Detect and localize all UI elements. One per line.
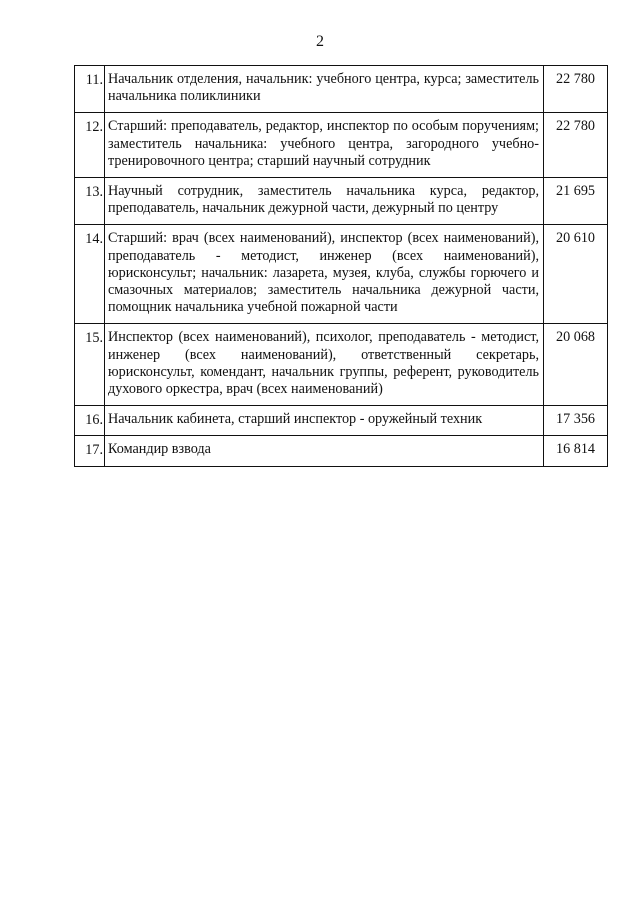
row-number: 11. [75,66,105,113]
table-row [75,66,608,113]
position-title: Начальник отделения, начальник: учебного центра, курса; заместитель начальника поликлиники [105,66,544,113]
table-row [75,436,608,466]
table-row [75,225,608,324]
table-row [75,113,608,178]
salary-amount: 16 814 [544,436,608,466]
position-title: Старший: врач (всех наименований), инспектор (всех наименований), преподаватель - методист, инженер (всех наименований), юрисконсульт; начальник: лазарета, музея, клуба, службы горючего и смазочных материалов; заместитель начальника дежурной части, помощник начальника учебной пожарной части [105,225,544,324]
row-number: 17. [75,436,105,466]
position-title: Начальник кабинета, старший инспектор - оружейный техник [105,406,544,436]
salary-amount: 17 356 [544,406,608,436]
salary-amount: 21 695 [544,178,608,225]
salary-amount: 22 780 [544,113,608,178]
salary-table [74,65,608,467]
table-row [75,406,608,436]
row-number: 15. [75,324,105,406]
salary-amount: 20 068 [544,324,608,406]
table-row [75,178,608,225]
row-number: 13. [75,178,105,225]
salary-amount: 20 610 [544,225,608,324]
position-title: Старший: преподаватель, редактор, инспектор по особым поручениям; заместитель начальника: учебного центра, загородного учебно-тренировочного центра; старший научный сотрудник [105,113,544,178]
salary-amount: 22 780 [544,66,608,113]
table-row [75,324,608,406]
row-number: 12. [75,113,105,178]
row-number: 16. [75,406,105,436]
position-title: Инспектор (всех наименований), психолог, преподаватель - методист, инженер (всех наименований), ответственный секретарь, юрисконсульт, комендант, начальник группы, референт, руководитель духового оркестра, врач (всех наименований) [105,324,544,406]
position-title: Командир взвода [105,436,544,466]
page-number: 2 [316,33,324,50]
row-number: 14. [75,225,105,324]
position-title: Научный сотрудник, заместитель начальника курса, редактор, преподаватель, начальник дежурной части, дежурный по центру [105,178,544,225]
